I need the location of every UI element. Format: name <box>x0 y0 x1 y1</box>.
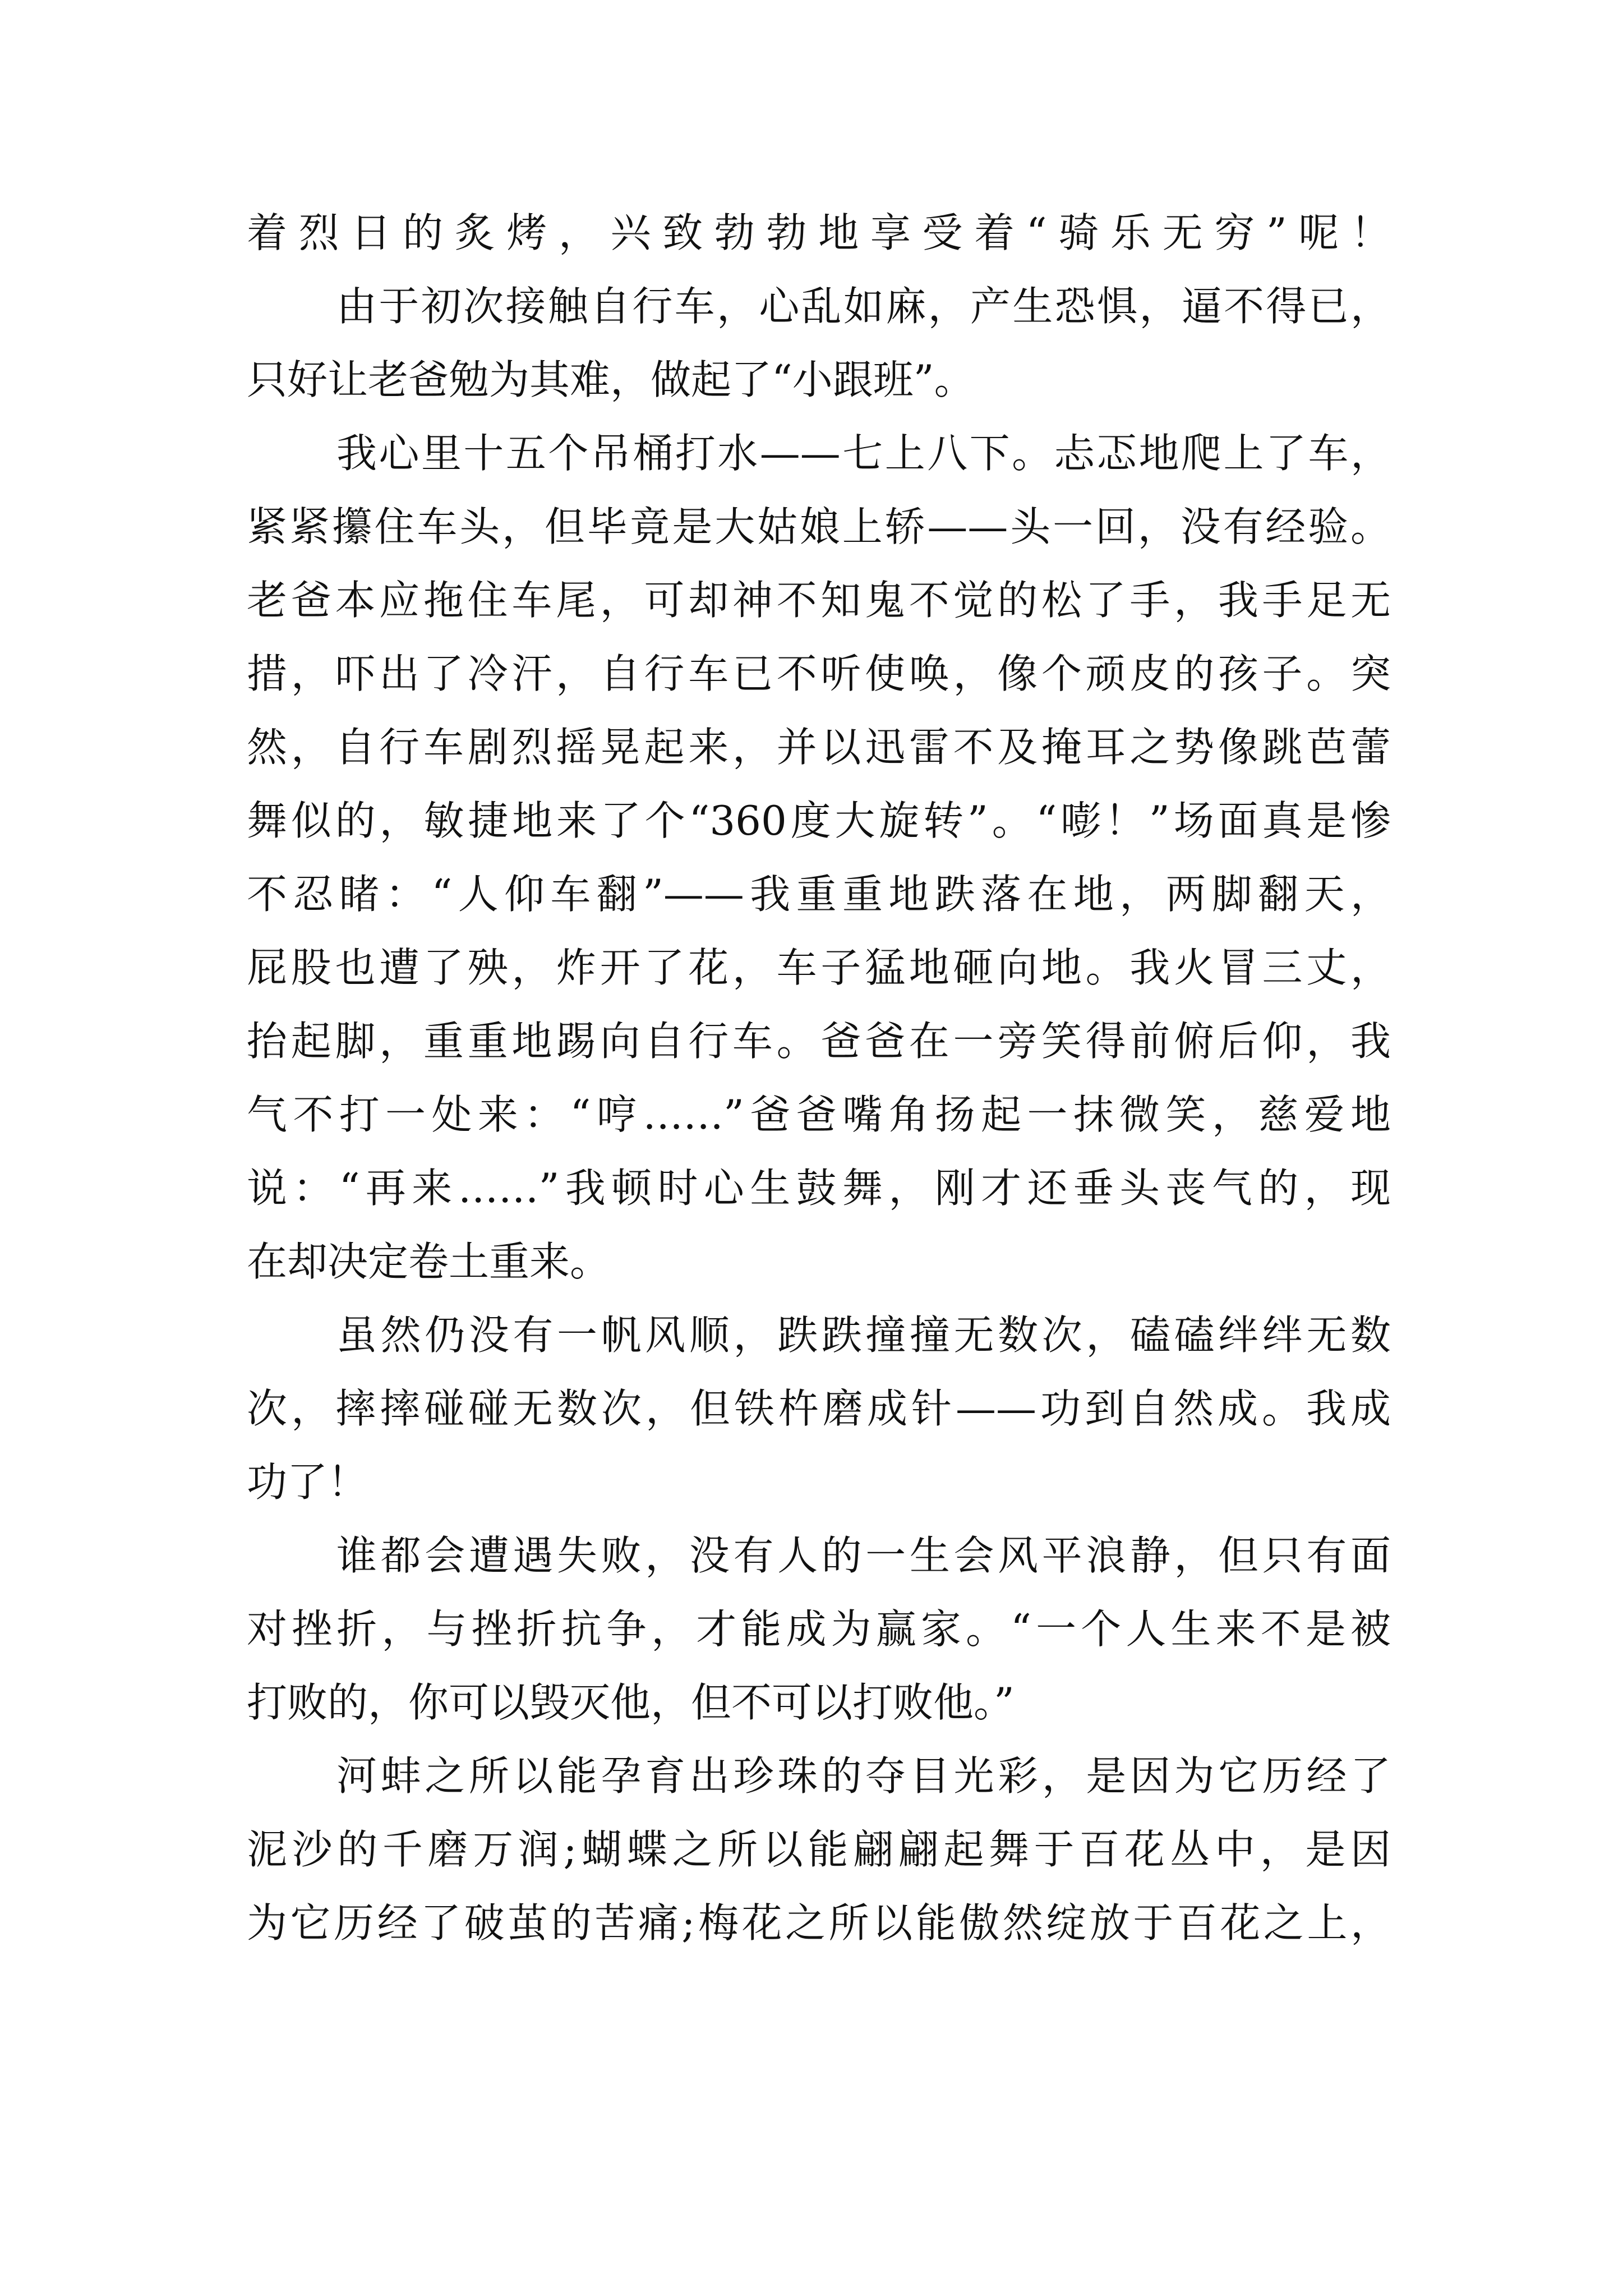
text-line-11: 屁股也遭了殃，炸开了花，车子猛地砸向地。我火冒三丈， <box>247 944 1391 991</box>
text-line-22: 河蚌之所以能孕育出珍珠的夺目光彩，是因为它历经了 <box>336 1752 1391 1800</box>
text-line-20: 对挫折，与挫折抗争，才能成为赢家。“一个人生来不是被 <box>247 1605 1391 1653</box>
body-text <box>247 196 1391 1960</box>
text-line-2: 由于初次接触自行车，心乱如麻，产生恐惧，逼不得已， <box>336 283 1391 330</box>
text-line-14: 说：“再来……”我顿时心生鼓舞，刚才还垂头丧气的，现 <box>247 1165 1391 1212</box>
text-line-24: 为它历经了破茧的苦痛;梅花之所以能傲然绽放于百花之上， <box>247 1899 1391 1947</box>
text-line-16: 虽然仍没有一帆风顺，跌跌撞撞无数次，磕磕绊绊无数 <box>336 1312 1391 1359</box>
text-line-1: 着烈日的炙烤，兴致勃勃地享受着“骑乐无穷”呢！ <box>247 209 1391 256</box>
text-line-19: 谁都会遭遇失败，没有人的一生会风平浪静，但只有面 <box>336 1532 1391 1579</box>
text-line-4: 我心里十五个吊桶打水——七上八下。忐忑地爬上了车， <box>336 430 1391 477</box>
text-line-12: 抬起脚，重重地踢向自行车。爸爸在一旁笑得前俯后仰，我 <box>247 1018 1391 1065</box>
text-line-3: 只好让老爸勉为其难，做起了“小跟班”。 <box>247 356 975 403</box>
text-line-18: 功了！ <box>247 1458 368 1506</box>
text-line-21: 打败的，你可以毁灭他，但不可以打败他。” <box>247 1679 1015 1726</box>
text-line-15: 在却决定卷土重来。 <box>247 1238 611 1285</box>
text-line-13: 气不打一处来：“哼……”爸爸嘴角扬起一抹微笑，慈爱地 <box>247 1091 1391 1138</box>
text-line-10: 不忍睹：“人仰车翻”——我重重地跌落在地，两脚翻天， <box>247 871 1391 918</box>
text-line-17: 次，摔摔碰碰无数次，但铁杵磨成针——功到自然成。我成 <box>247 1385 1391 1432</box>
text-line-8: 然，自行车剧烈摇晃起来，并以迅雷不及掩耳之势像跳芭蕾 <box>247 724 1391 771</box>
text-line-7: 措，吓出了冷汗，自行车已不听使唤，像个顽皮的孩子。突 <box>247 650 1391 697</box>
text-line-23: 泥沙的千磨万润;蝴蝶之所以能翩翩起舞于百花丛中，是因 <box>247 1826 1391 1873</box>
text-line-6: 老爸本应拖住车尾，可却神不知鬼不觉的松了手，我手足无 <box>247 577 1391 624</box>
text-line-5: 紧紧攥住车头，但毕竟是大姑娘上轿——头一回，没有经验。 <box>247 503 1391 550</box>
text-line-9: 舞似的，敏捷地来了个“360度大旋转”。“嘭！”场面真是惨 <box>247 797 1391 844</box>
